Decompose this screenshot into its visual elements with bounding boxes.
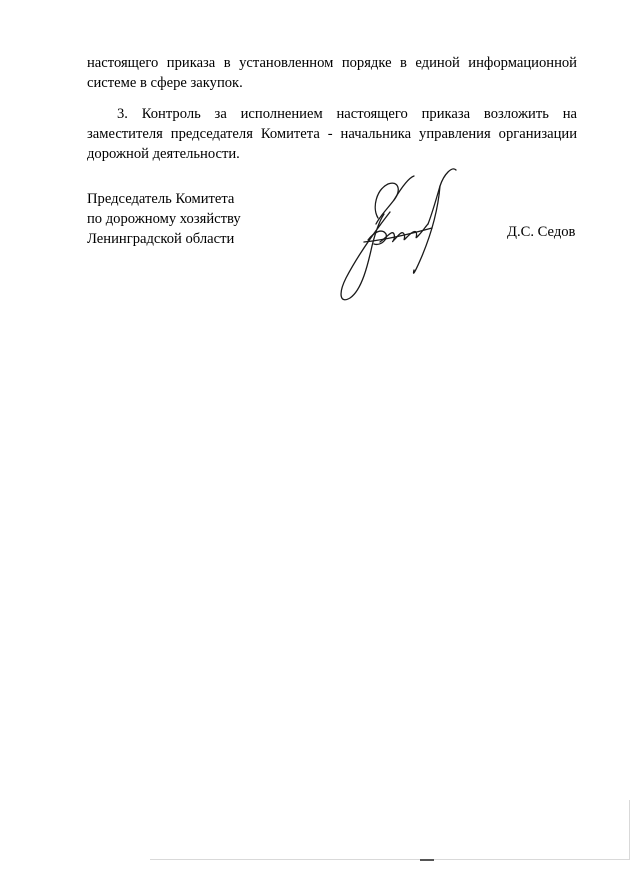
position-line: Председатель Комитета <box>87 191 235 207</box>
position-line: по дорожному хозяйству <box>87 211 241 227</box>
paragraph-continuation <box>87 53 577 93</box>
signatory-position <box>87 189 241 249</box>
scan-edge-line <box>150 859 630 860</box>
text-line: заместителя председателя Комитета - начальника управления организации <box>87 126 577 142</box>
handwritten-signature <box>328 160 468 310</box>
signer-name: Д.С. Седов <box>507 224 576 240</box>
paragraph-clause-3 <box>87 104 577 164</box>
text-line: дорожной деятельности. <box>87 146 240 162</box>
position-line: Ленинградской области <box>87 231 235 247</box>
text-line: настоящего приказа в установленном порядке в единой информационной <box>87 55 577 71</box>
scan-edge-line-vertical <box>629 800 630 860</box>
scan-edge-mark <box>420 859 434 861</box>
text-line: системе в сфере закупок. <box>87 75 243 91</box>
text-line: 3. Контроль за исполнением настоящего приказа возложить на <box>117 106 577 122</box>
